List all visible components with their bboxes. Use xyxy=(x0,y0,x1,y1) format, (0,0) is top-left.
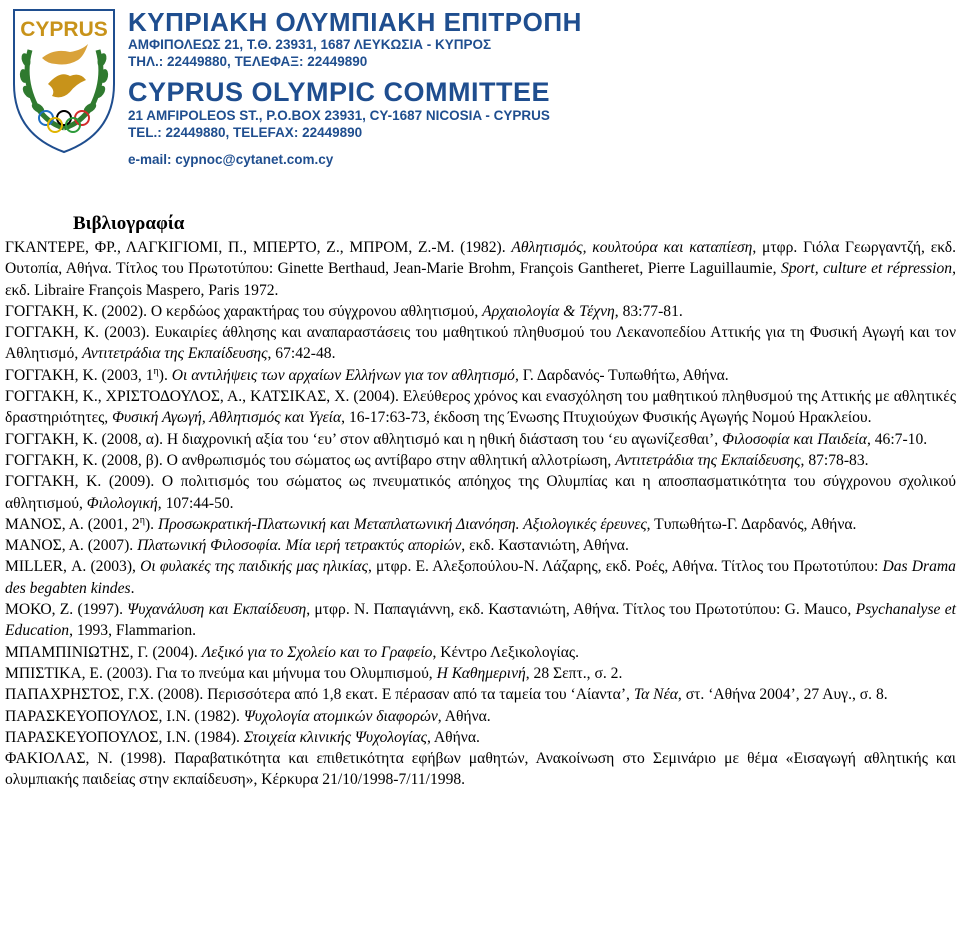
organization-name-greek: ΚΥΠΡΙΑΚΗ ΟΛΥΜΠΙΑΚΗ ΕΠΙΤΡΟΠΗ xyxy=(128,7,582,37)
bibliography-entry: ΓΟΓΓΑΚΗ, Κ. (2003, $1^\eta$). Οι αντιλήψεις των αρχαίων Ελλήνων για τον αθλητισμό, Γ. Δαρδανός- Τυπωθήτω, Αθήνα. xyxy=(5,365,729,384)
bibliography-entry: MILLER, Α. (2003), Οι φυλακές της παιδικής μας ηλικίας, μτφρ. Ε. Αλεξοπούλου-Ν. Λάζαρης, εκδ. Ροές, Αθήνα. Τίτλος του Πρωτοτύπου: Das Drama des begabten kindes. xyxy=(5,558,956,597)
organization-name-english: CYPRUS OLYMPIC COMMITTEE xyxy=(128,77,551,107)
bibliography-entry: ΓΟΓΓΑΚΗ, Κ. (2008, α). Η διαχρονική αξία του ‘ευ’ στον αθλητισμό και η ηθική διάσταση του ‘ευ αγωνίζεσθαι’, Φιλοσοφία και Παιδεία, 46:7-10. xyxy=(5,430,928,448)
bibliography-entry: ΠΑΡΑΣΚΕΥΟΠΟΥΛΟΣ, Ι.Ν. (1982). Ψυχολογία ατομικών διαφορών, Αθήνα. xyxy=(5,707,491,725)
letterhead xyxy=(0,0,960,195)
emblem-text: CYPRUS xyxy=(20,18,108,41)
bibliography-entry: ΜΟΚΟ, Ζ. (1997). Ψυχανάλυση και Εκπαίδευση, μτφρ. Ν. Παπαγιάννη, εκδ. Καστανιώτη, Αθήνα. Τίτλος του Πρωτοτύπου: G. Mauco, Psychanalyse et Education, 1993, Flammarion. xyxy=(5,601,956,640)
bibliography-entry: ΓΟΓΓΑΚΗ, Κ. (2002). Ο κερδώος χαρακτήρας του σύγχρονου αθλητισμού, Αρχαιολογία & Τέχνη, 83:77-81. xyxy=(5,302,683,320)
bibliography-entry: ΓΟΓΓΑΚΗ, Κ. (2009). Ο πολιτισμός του σώματος ως πνευματικός απόηχος της Ολυμπίας και η αποσπασματικότητα του σύγχρονου σχολικού αθλητισμού, Φιλολογική, 107:44-50. xyxy=(5,473,956,512)
bibliography-entry: ΠΑΡΑΣΚΕΥΟΠΟΥΛΟΣ, Ι.Ν. (1984). Στοιχεία κλινικής Ψυχολογίας, Αθήνα. xyxy=(5,728,480,746)
bibliography-entry: ΓΟΓΓΑΚΗ, Κ. (2003). Ευκαιρίες άθλησης και αναπαραστάσεις του μαθητικού πληθυσμού του Λεκανοπεδίου Αττικής για τη Φυσική Αγωγή και τον Αθλητισμό, Αντιτετράδια της Εκπαίδευσης, 67:42-48. xyxy=(5,324,956,363)
bibliography-entry: ΜΠΑΜΠΙΝΙΩΤΗΣ, Γ. (2004). Λεξικό για το Σχολείο και το Γραφείο, Κέντρο Λεξικολογίας. xyxy=(5,643,579,661)
bibliography-entry: ΠΑΠΑΧΡΗΣΤΟΣ, Γ.Χ. (2008). Περισσότερα από 1,8 εκατ. Ε πέρασαν από τα ταμεία του ‘Αίαντα’, Τα Νέα, στ. ‘Αθήνα 2004’, 27 Αυγ., σ. 8. xyxy=(5,686,888,704)
bibliography-entry: ΜΠΙΣΤΙΚΑ, Ε. (2003). Για το πνεύμα και μήνυμα του Ολυμπισμού, Η Καθημερινή, 28 Σεπτ., σ. 2. xyxy=(5,664,623,682)
phone-english: TEL.: 22449880, TELEFAX: 22449890 xyxy=(128,125,363,140)
bibliography-entry: ΜΑΝΟΣ, Α. (2007). Πλατωνική Φιλοσοφία. Μία ιερή τετρακτύς απορiών, εκδ. Καστανιώτη, Αθήνα. xyxy=(5,537,629,555)
bibliography xyxy=(5,212,956,791)
bibliography-entry: ΜΑΝΟΣ, Α. (2001, $2^\eta$). Προσωκρατική-Πλατωνική και Μεταπλατωνική Διανόηση. Αξιολογικές έρευνες, Τυπωθήτω-Γ. Δαρδανός, Αθήνα. xyxy=(5,514,857,533)
phone-greek: ΤΗΛ.: 22449880, ΤΕΛΕΦΑΞ: 22449890 xyxy=(128,54,368,69)
address-english: 21 AMFIPOLEOS ST., P.O.BOX 23931, CY-1687 NICOSIA - CYPRUS xyxy=(128,108,550,123)
email: e-mail: cypnoc@cytanet.com.cy xyxy=(128,152,334,167)
cyprus-olympic-emblem-icon xyxy=(8,6,120,156)
address-greek: ΑΜΦΙΠΟΛΕΩΣ 21, Τ.Θ. 23931, 1687 ΛΕΥΚΩΣΙΑ - ΚΥΠΡΟΣ xyxy=(128,37,492,52)
bibliography-entry: ΓΟΓΓΑΚΗ, Κ., ΧΡΙΣΤΟΔΟΥΛΟΣ, Α., ΚΑΤΣΙΚΑΣ, Χ. (2004). Ελεύθερος χρόνος και ενασχόληση του μαθητικού πληθυσμού της Αττικής με αθλητικές δραστηριότητες, Φυσική Αγωγή, Αθλητισμός και Υγεία, 16-17:63-73, έκδοση της Ένωσης Πτυχιούχων Φυσικής Αγωγής Νομού Ηρακλείου. xyxy=(5,388,956,427)
bibliography-heading: Βιβλιογραφία xyxy=(73,213,185,234)
bibliography-entry: ΓΟΓΓΑΚΗ, Κ. (2008, β). Ο ανθρωπισμός του σώματος ως αντίβαρο στην αθλητική αλλοτρίωση, Αντιτετράδια της Εκπαίδευσης, 87:78-83. xyxy=(5,451,869,469)
bibliography-entry: ΦΑΚΙΟΛΑΣ, Ν. (1998). Παραβατικότητα και επιθετικότητα εφήβων μαθητών, Ανακοίνωση στο Σεμινάριο με θέμα «Εισαγωγή αθλητικής και ολυμπιακής παιδείας στην εκπαίδευση», Κέρκυρα 21/10/1998-7/11/1998. xyxy=(5,750,956,789)
bibliography-entry: ΓΚΑΝΤΕΡΕ, ΦΡ., ΛΑΓΚΙΓΙΟΜΙ, Π., ΜΠΕΡΤΟ, Ζ., ΜΠΡΟΜ, Ζ.-Μ. (1982). Αθλητισμός, κουλτούρα και καταπίεση, μτφρ. Γιόλα Γεωργαντζή, εκδ. Ουτοπία, Αθήνα. Τίτλος του Πρωτοτύπου: Ginette Berthaud, Jean-Marie Brohm, François Gantheret, Pierre Laguillaumie, Sport, culture et répression, εκδ. Libraire François Maspero, Paris 1972. xyxy=(5,239,957,299)
letterhead-text xyxy=(128,8,582,168)
